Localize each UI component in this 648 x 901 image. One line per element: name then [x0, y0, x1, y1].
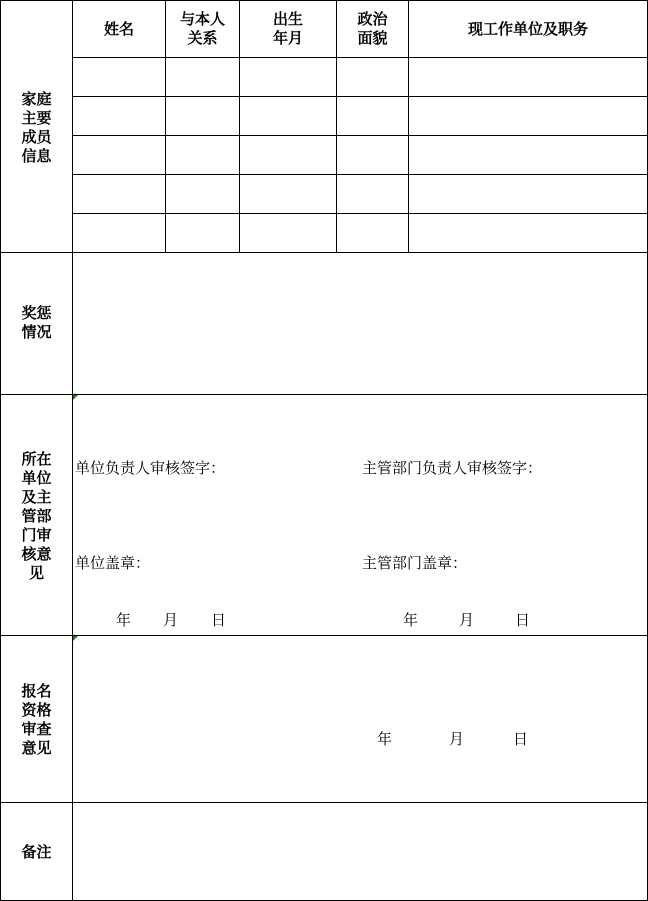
- header-political-status: 政治 面貌: [357, 10, 388, 47]
- header-relationship: 与本人 关系: [179, 10, 225, 47]
- family-row-cell[interactable]: [73, 68, 165, 87]
- family-row-cell[interactable]: [73, 146, 165, 165]
- rewards-section-label: 奖惩 情况: [21, 304, 52, 341]
- row-divider: [72, 135, 648, 136]
- family-row-cell[interactable]: [409, 185, 647, 204]
- family-row-cell[interactable]: [337, 107, 408, 126]
- dept-date-year: 年: [403, 611, 419, 629]
- family-row-cell[interactable]: [166, 68, 239, 87]
- family-section-label: 家庭 主要 成员 信息: [21, 90, 52, 165]
- family-row-cell[interactable]: [409, 146, 647, 165]
- family-row-cell[interactable]: [337, 185, 408, 204]
- cell-comment-marker: [73, 636, 78, 641]
- family-row-cell[interactable]: [240, 68, 336, 87]
- dept-signature-label: 主管部门负责人审核签字：: [362, 459, 543, 477]
- family-row-cell[interactable]: [409, 107, 647, 126]
- row-divider: [72, 213, 648, 214]
- family-row-cell[interactable]: [240, 146, 336, 165]
- header-workplace-position: 现工作单位及职务: [467, 19, 588, 38]
- header-name: 姓名: [103, 19, 134, 38]
- qualification-section-label: 报名 资格 审查 意见: [21, 682, 52, 757]
- family-row-cell[interactable]: [337, 146, 408, 165]
- qualification-date-year: 年: [377, 730, 393, 748]
- family-row-cell[interactable]: [73, 224, 165, 243]
- family-row-cell[interactable]: [166, 146, 239, 165]
- family-row-cell[interactable]: [240, 224, 336, 243]
- row-divider: [72, 57, 648, 58]
- row-divider: [72, 174, 648, 175]
- family-row-cell[interactable]: [409, 224, 647, 243]
- family-row-cell[interactable]: [73, 185, 165, 204]
- dept-seal-label: 主管部门盖章：: [362, 554, 468, 572]
- family-row-cell[interactable]: [337, 68, 408, 87]
- row-divider: [72, 96, 648, 97]
- section-divider: [0, 394, 648, 395]
- dept-date-month: 月: [459, 611, 475, 629]
- remarks-section-label: 备注: [21, 843, 52, 861]
- family-row-cell[interactable]: [166, 107, 239, 126]
- family-row-cell[interactable]: [240, 107, 336, 126]
- dept-date-day: 日: [515, 611, 531, 629]
- header-birth-date: 出生 年月: [272, 10, 303, 47]
- cell-comment-marker: [73, 395, 78, 400]
- qualification-date-month: 月: [449, 730, 465, 748]
- family-row-cell[interactable]: [337, 224, 408, 243]
- unit-seal-label: 单位盖章：: [75, 554, 151, 572]
- unit-date-month: 月: [163, 611, 179, 629]
- unit-date-day: 日: [211, 611, 227, 629]
- family-row-cell[interactable]: [166, 185, 239, 204]
- family-row-cell[interactable]: [240, 185, 336, 204]
- family-row-cell[interactable]: [166, 224, 239, 243]
- family-row-cell[interactable]: [409, 68, 647, 87]
- family-row-cell[interactable]: [73, 107, 165, 126]
- remarks-content[interactable]: [73, 803, 647, 900]
- section-divider: [0, 635, 648, 636]
- unit-signature-label: 单位负责人审核签字：: [75, 459, 226, 477]
- qualification-date-day: 日: [513, 730, 529, 748]
- unit-date-year: 年: [116, 611, 132, 629]
- rewards-content[interactable]: [73, 253, 647, 394]
- review-section-label: 所在 单位 及主 管部 门审 核意 见: [21, 450, 52, 582]
